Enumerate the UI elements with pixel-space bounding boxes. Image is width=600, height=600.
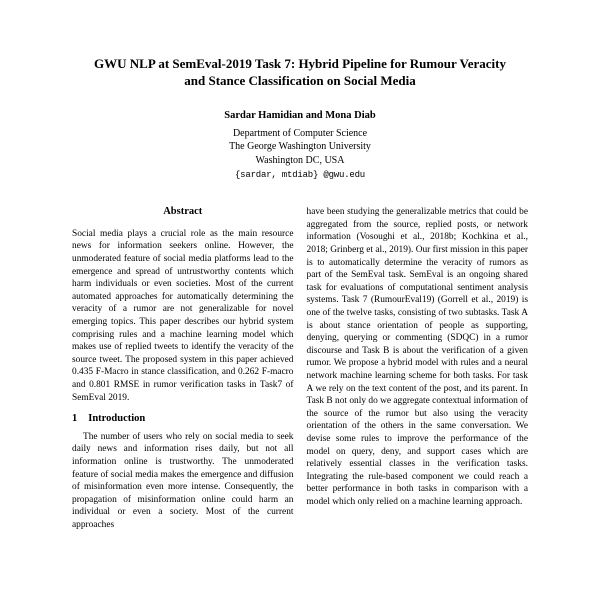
left-column bbox=[72, 206, 294, 531]
right-column-paragraph: have been studying the generalizable metrics that could be aggregated from the source, replied posts, or network information (Vosoughi et al., 2018b; Kochkina et al., 2018; Grinberg et al., 2019). Our first mission in this paper is to automatically determine the veracity of rumors as part of the SemEval task. SemEval is an ongoing shared task for evaluations of computational sentiment analysis systems. Task 7 (RumourEval19) (Gorrell et al., 2019) is one of the twelve tasks, consisting of two subtasks. Task A is about stance orientation of people as supporting, denying, querying or commenting (SDQC) in a rumor discourse and Task B is about the verification of a given rumor. We propose a hybrid model with rules and a neural network machine learning scheme for both tasks. For task A we rely on the text content of the post, and its parent. In Task B not only do we aggregate contextual information of the source of the rumor but also using the veracity orientation of the others in the same conversation. We devise some rules to improve the performance of the model on query, deny, and support cases which are relatively essential classes in the verification tasks. Integrating the rule-based component we could reach a better performance in both tasks in comparison with a model which only relied on a machine learning approach. bbox=[306, 207, 528, 507]
right-column bbox=[307, 206, 529, 531]
abstract-heading: Abstract bbox=[163, 206, 203, 218]
affiliation-line-city: Washington DC, USA bbox=[255, 154, 345, 166]
paper-title: GWU NLP at SemEval-2019 Task 7: Hybrid Pipeline for Rumour Veracity and Stance Classification on Social Media bbox=[94, 56, 506, 88]
affiliation-line-university: The George Washington University bbox=[229, 141, 371, 153]
two-column-body bbox=[72, 206, 528, 531]
abstract-paragraph: Social media plays a crucial role as the main resource news for information seekers online. However, the unmoderated feature of social media platforms lead to the emergence and spread of untrustworthy contents which harm individuals or even societies. Most of the current automated approaches for automatically determining the veracity of a rumor are not generalizable for novel emerging topics. This paper describes our hybrid system comprising rules and a machine learning model which makes use of replied tweets to identify the veracity of the source tweet. The proposed system in this paper achieved 0.435 F-Macro in stance classification, and 0.262 F-macro and 0.801 RMSE in rumor verification tasks in Task7 of SemEval 2019. bbox=[72, 228, 294, 403]
email-line: {sardar, mtdiab} @gwu.edu bbox=[234, 170, 366, 181]
introduction-heading bbox=[72, 413, 294, 426]
authors-line: Sardar Hamidian and Mona Diab bbox=[224, 110, 376, 122]
section-title: Introduction bbox=[88, 413, 146, 425]
introduction-paragraph: The number of users who rely on social media to seek daily news and information rises daily, but not all information online is trustworthy. The unmoderated feature of social media makes the emergence and diffusion of misinformation even more intense. Consequently, the propagation of misinformation online could harm an individual or even a society. Most of the current approaches bbox=[72, 431, 294, 530]
affiliation-line-department: Department of Computer Science bbox=[232, 127, 368, 139]
section-number: 1 bbox=[72, 413, 78, 425]
